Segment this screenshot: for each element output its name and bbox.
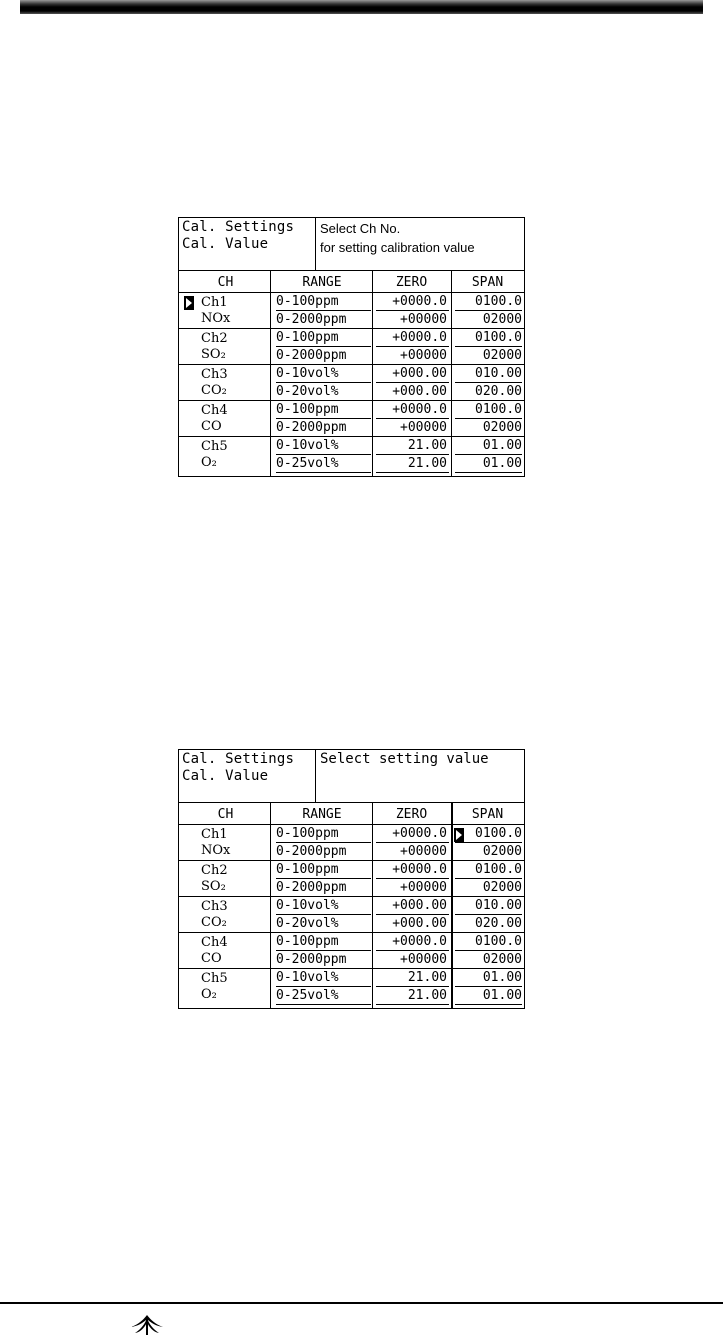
zero-value[interactable]: +00000 bbox=[400, 420, 447, 435]
table-row[interactable] bbox=[179, 365, 524, 401]
channel-name: Ch5 bbox=[201, 971, 228, 986]
zero-value[interactable]: +000.00 bbox=[392, 366, 447, 381]
table-row[interactable] bbox=[179, 933, 524, 969]
range-value: 0-100ppm bbox=[276, 862, 339, 877]
span-value[interactable]: 01.00 bbox=[482, 456, 522, 471]
channel-table bbox=[179, 825, 524, 1009]
channel-name: Ch4 bbox=[201, 935, 228, 950]
zero-value[interactable]: +0000.0 bbox=[392, 826, 447, 841]
range-value: 0-10vol% bbox=[276, 898, 339, 913]
zero-value[interactable]: +000.00 bbox=[392, 916, 447, 931]
channel-name: Ch1 bbox=[201, 827, 228, 842]
title-line-1: Cal. Settings bbox=[182, 751, 295, 767]
range-value: 0-2000ppm bbox=[276, 420, 347, 435]
span-value[interactable]: 01.00 bbox=[482, 970, 522, 985]
span-value[interactable]: 02000 bbox=[482, 952, 522, 967]
span-value[interactable]: 020.00 bbox=[475, 384, 522, 399]
zero-value[interactable]: +0000.0 bbox=[392, 862, 447, 877]
instruction-text bbox=[320, 219, 520, 257]
span-value[interactable]: 010.00 bbox=[475, 898, 522, 913]
range-value: 0-20vol% bbox=[276, 384, 339, 399]
span-value[interactable]: 01.00 bbox=[482, 988, 522, 1003]
channel-gas: SO₂ bbox=[201, 347, 226, 362]
range-value: 0-25vol% bbox=[276, 456, 339, 471]
range-value: 0-25vol% bbox=[276, 988, 339, 1003]
zero-value[interactable]: 21.00 bbox=[407, 988, 447, 1003]
range-value: 0-2000ppm bbox=[276, 312, 347, 327]
zero-value[interactable]: +0000.0 bbox=[392, 402, 447, 417]
range-value: 0-100ppm bbox=[276, 402, 339, 417]
page-footer-rule bbox=[0, 1302, 723, 1304]
range-value: 0-100ppm bbox=[276, 934, 339, 949]
span-value[interactable]: 0100.0 bbox=[475, 294, 522, 309]
instruction-line-2: for setting calibration value bbox=[320, 240, 475, 255]
channel-gas: CO₂ bbox=[201, 383, 227, 398]
span-value[interactable]: 0100.0 bbox=[475, 934, 522, 949]
table-row[interactable] bbox=[179, 293, 524, 329]
range-value: 0-2000ppm bbox=[276, 952, 347, 967]
span-value[interactable]: 02000 bbox=[482, 312, 522, 327]
range-value: 0-2000ppm bbox=[276, 844, 347, 859]
zero-value[interactable]: 21.00 bbox=[407, 438, 447, 453]
span-value[interactable]: 0100.0 bbox=[475, 862, 522, 877]
range-value: 0-2000ppm bbox=[276, 880, 347, 895]
range-value: 0-10vol% bbox=[276, 970, 339, 985]
channel-gas: O₂ bbox=[201, 455, 217, 470]
channel-gas: CO bbox=[201, 419, 222, 434]
column-header-range: RANGE bbox=[302, 807, 342, 822]
selection-cursor-icon bbox=[454, 828, 464, 842]
span-value[interactable]: 0100.0 bbox=[475, 826, 522, 841]
cal-value-screen-select-value bbox=[178, 749, 525, 1009]
selection-cursor-icon bbox=[184, 296, 194, 310]
screen-header bbox=[179, 750, 524, 803]
zero-value[interactable]: +00000 bbox=[400, 952, 447, 967]
table-row[interactable] bbox=[179, 437, 524, 473]
zero-value[interactable]: +00000 bbox=[400, 880, 447, 895]
column-header-zero: ZERO bbox=[395, 275, 428, 290]
channel-name: Ch3 bbox=[201, 899, 228, 914]
table-row[interactable] bbox=[179, 897, 524, 933]
column-header-zero: ZERO bbox=[395, 807, 428, 822]
range-value: 0-20vol% bbox=[276, 916, 339, 931]
zero-value[interactable]: 21.00 bbox=[407, 456, 447, 471]
screen-title bbox=[182, 751, 294, 785]
column-header-span: SPAN bbox=[471, 807, 504, 822]
range-value: 0-10vol% bbox=[276, 366, 339, 381]
column-header-ch: CH bbox=[217, 275, 234, 290]
channel-name: Ch1 bbox=[201, 295, 228, 310]
table-row[interactable] bbox=[179, 969, 524, 1005]
range-value: 0-100ppm bbox=[276, 330, 339, 345]
screen-title bbox=[182, 219, 294, 253]
channel-gas: SO₂ bbox=[201, 879, 226, 894]
channel-gas: CO₂ bbox=[201, 915, 227, 930]
zero-value[interactable]: +000.00 bbox=[392, 384, 447, 399]
instruction-line-1: Select setting value bbox=[320, 751, 489, 767]
table-row[interactable] bbox=[179, 861, 524, 897]
table-row[interactable] bbox=[179, 401, 524, 437]
zero-value[interactable]: +0000.0 bbox=[392, 294, 447, 309]
span-value[interactable]: 0100.0 bbox=[475, 330, 522, 345]
instruction-text bbox=[320, 751, 520, 768]
table-row[interactable] bbox=[179, 329, 524, 365]
span-value[interactable]: 02000 bbox=[482, 420, 522, 435]
page-header-bar bbox=[20, 0, 703, 14]
range-value: 0-100ppm bbox=[276, 294, 339, 309]
instruction-line-1: Select Ch No. bbox=[320, 221, 401, 236]
column-header-range: RANGE bbox=[302, 275, 342, 290]
span-value[interactable]: 02000 bbox=[482, 880, 522, 895]
cal-value-screen-select-channel bbox=[178, 217, 525, 477]
range-value: 0-2000ppm bbox=[276, 348, 347, 363]
column-header-span: SPAN bbox=[471, 275, 504, 290]
span-value[interactable]: 01.00 bbox=[482, 438, 522, 453]
range-value: 0-10vol% bbox=[276, 438, 339, 453]
table-row[interactable] bbox=[179, 825, 524, 861]
channel-gas: NOx bbox=[201, 311, 231, 326]
zero-value[interactable]: 21.00 bbox=[407, 970, 447, 985]
title-line-1: Cal. Settings bbox=[182, 219, 295, 235]
channel-gas: NOx bbox=[201, 843, 231, 858]
zero-value[interactable]: +00000 bbox=[400, 348, 447, 363]
channel-table bbox=[179, 293, 524, 477]
channel-name: Ch4 bbox=[201, 403, 228, 418]
span-value[interactable]: 020.00 bbox=[475, 916, 522, 931]
zero-value[interactable]: +00000 bbox=[400, 312, 447, 327]
span-value[interactable]: 0100.0 bbox=[475, 402, 522, 417]
range-value: 0-100ppm bbox=[276, 826, 339, 841]
column-header-ch: CH bbox=[217, 807, 234, 822]
zero-value[interactable]: +0000.0 bbox=[392, 330, 447, 345]
span-value[interactable]: 02000 bbox=[482, 844, 522, 859]
teledyne-logo-icon bbox=[121, 1311, 173, 1337]
channel-gas: O₂ bbox=[201, 987, 217, 1002]
channel-gas: CO bbox=[201, 951, 222, 966]
title-line-2: Cal. Value bbox=[182, 236, 269, 252]
zero-value[interactable]: +0000.0 bbox=[392, 934, 447, 949]
channel-name: Ch2 bbox=[201, 331, 228, 346]
span-value[interactable]: 010.00 bbox=[475, 366, 522, 381]
channel-name: Ch3 bbox=[201, 367, 228, 382]
channel-name: Ch5 bbox=[201, 439, 228, 454]
title-line-2: Cal. Value bbox=[182, 768, 269, 784]
zero-value[interactable]: +00000 bbox=[400, 844, 447, 859]
zero-value[interactable]: +000.00 bbox=[392, 898, 447, 913]
channel-name: Ch2 bbox=[201, 863, 228, 878]
screen-header bbox=[179, 218, 524, 271]
span-value[interactable]: 02000 bbox=[482, 348, 522, 363]
